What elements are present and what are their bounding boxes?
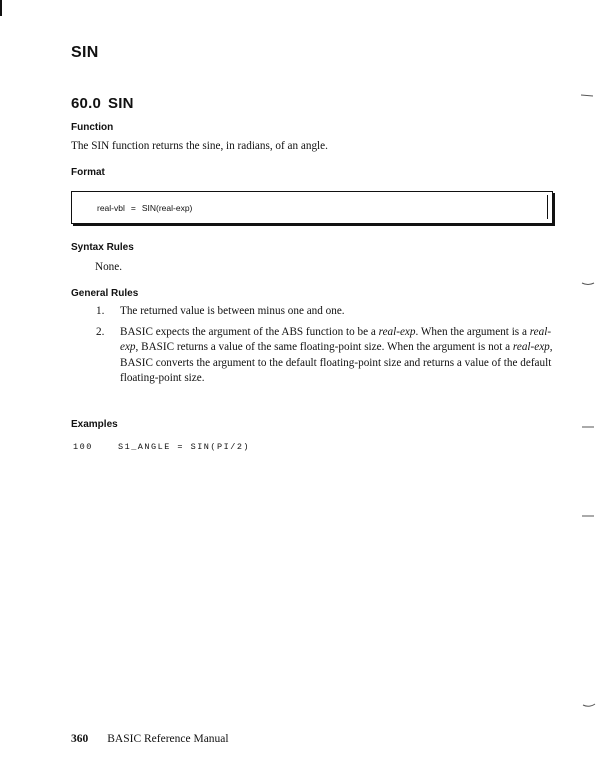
binding-mark xyxy=(0,0,2,16)
examples-heading: Examples xyxy=(71,419,118,430)
code-statement: S1_ANGLE = SIN(PI/2) xyxy=(118,442,251,452)
page-footer xyxy=(71,733,229,745)
syntax-rules-heading: Syntax Rules xyxy=(71,242,134,253)
format-rhs: SIN(real-exp) xyxy=(141,203,193,213)
page-number: 360 xyxy=(71,733,89,745)
function-description: The SIN function returns the sine, in radians, of an angle. xyxy=(71,140,328,152)
manual-title: BASIC Reference Manual xyxy=(107,733,229,745)
section-number: 60.0 xyxy=(71,95,101,112)
rule-number: 1. xyxy=(96,305,105,317)
code-line-number: 100 xyxy=(73,442,93,452)
edge-tick xyxy=(581,95,593,96)
format-heading: Format xyxy=(71,167,105,178)
rule-text: BASIC expects the argument of the ABS function to be a real-exp. When the argument is a real-exp, BASIC returns a value of the same floating-point size. When the argument is not a real-exp, BASIC converts the argument to the default floating-point size and returns a value of the default floating-point size. xyxy=(120,325,553,384)
edge-tick xyxy=(582,283,594,285)
general-rules-list xyxy=(71,304,553,392)
term-real-exp: real-exp xyxy=(120,325,552,353)
section-name: SIN xyxy=(108,95,134,112)
term-real-exp: real-exp xyxy=(512,341,550,353)
general-rules-heading: General Rules xyxy=(71,288,139,299)
general-rule-item xyxy=(71,325,553,387)
format-operator: = xyxy=(130,203,136,213)
code-example xyxy=(73,442,251,452)
term-real-exp: real-exp xyxy=(378,325,416,338)
general-rule-item xyxy=(71,304,553,320)
page-header-title: SIN xyxy=(71,44,99,61)
rule-number: 2. xyxy=(96,325,105,338)
edge-tick xyxy=(583,704,595,706)
function-heading: Function xyxy=(71,122,114,133)
format-box-rule xyxy=(547,195,548,219)
syntax-rules-text: None. xyxy=(95,261,123,273)
rule-text: The returned value is between minus one and one. xyxy=(120,305,345,317)
format-box xyxy=(71,191,553,224)
format-syntax xyxy=(97,203,192,213)
section-title xyxy=(71,95,134,112)
format-lhs: real-vbl xyxy=(97,203,125,213)
